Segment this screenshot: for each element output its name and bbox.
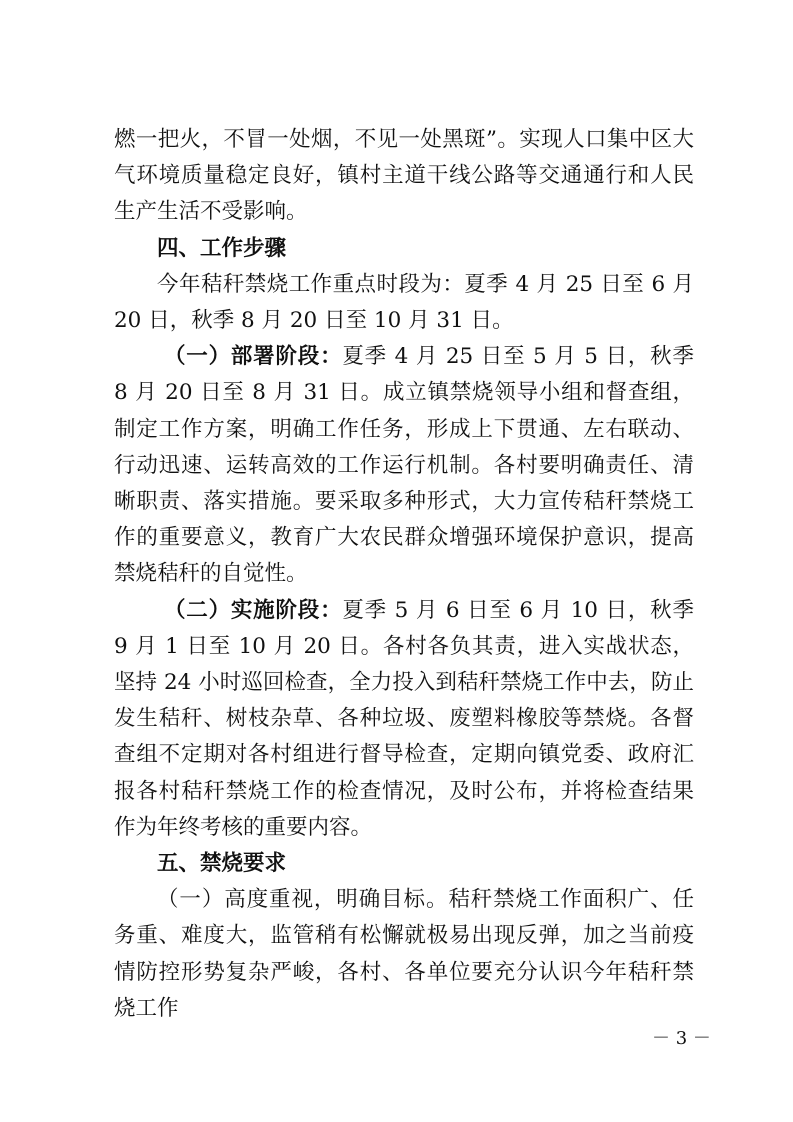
document-body	[114, 122, 694, 1027]
paragraph-continuation: 燃一把火，不冒一处烟，不见一处黑斑”。实现人口集中区大气环境质量稳定良好，镇村主道干线公路等交通通行和人民生产生活不受影响。	[114, 127, 694, 225]
page-number: － 3 －	[652, 1028, 711, 1049]
deployment-stage-title: （一）部署阶段：	[164, 344, 343, 370]
paragraph-key-periods: 今年秸秆禁烧工作重点时段为：夏季 4 月 25 日至 6 月 20 日，秋季 8 月 20 日至 10 月 31 日。	[114, 271, 694, 334]
paragraph-deployment-stage	[114, 339, 694, 592]
implementation-stage-text: 夏季 5 月 6 日至 6 月 10 日，秋季 9 月 1 日至 10 月 20 日。各村各负其责，进入实战状态，坚持 24 小时巡回检查，全力投入到秸秆禁烧工作中去，防止发生秸秆、树枝杂草、各种垃圾、废塑料橡胶等禁烧。各督查组不定期对各村组进行督导检查，定期向镇党委、政府汇报各村秸秆禁烧工作的检查情况，及时公布，并将检查结果作为年终考核的重要内容。	[114, 597, 694, 840]
paragraph-implementation-stage	[114, 593, 694, 846]
implementation-stage-title: （二）实施阶段：	[164, 597, 343, 623]
section-heading-burning-ban-requirements: 五、禁烧要求	[157, 851, 287, 877]
deployment-stage-text: 夏季 4 月 25 日至 5 月 5 日，秋季 8 月 20 日至 8 月 31 日。成立镇禁烧领导小组和督查组，制定工作方案，明确工作任务，形成上下贯通、左右联动、行动迅速、运转高效的工作运行机制。各村要明确责任、清晰职责、落实措施。要采取多种形式，大力宣传秸秆禁烧工作的重要意义，教育广大农民群众增强环境保护意识，提高禁烧秸秆的自觉性。	[114, 344, 694, 587]
section-heading-work-steps: 四、工作步骤	[157, 235, 287, 261]
paragraph-requirement-1: （一）高度重视，明确目标。秸秆禁烧工作面积广、任务重、难度大，监管稍有松懈就极易出现反弹，加之当前疫情防控形势复杂严峻，各村、各单位要充分认识今年秸秆禁烧工作	[114, 887, 694, 1021]
